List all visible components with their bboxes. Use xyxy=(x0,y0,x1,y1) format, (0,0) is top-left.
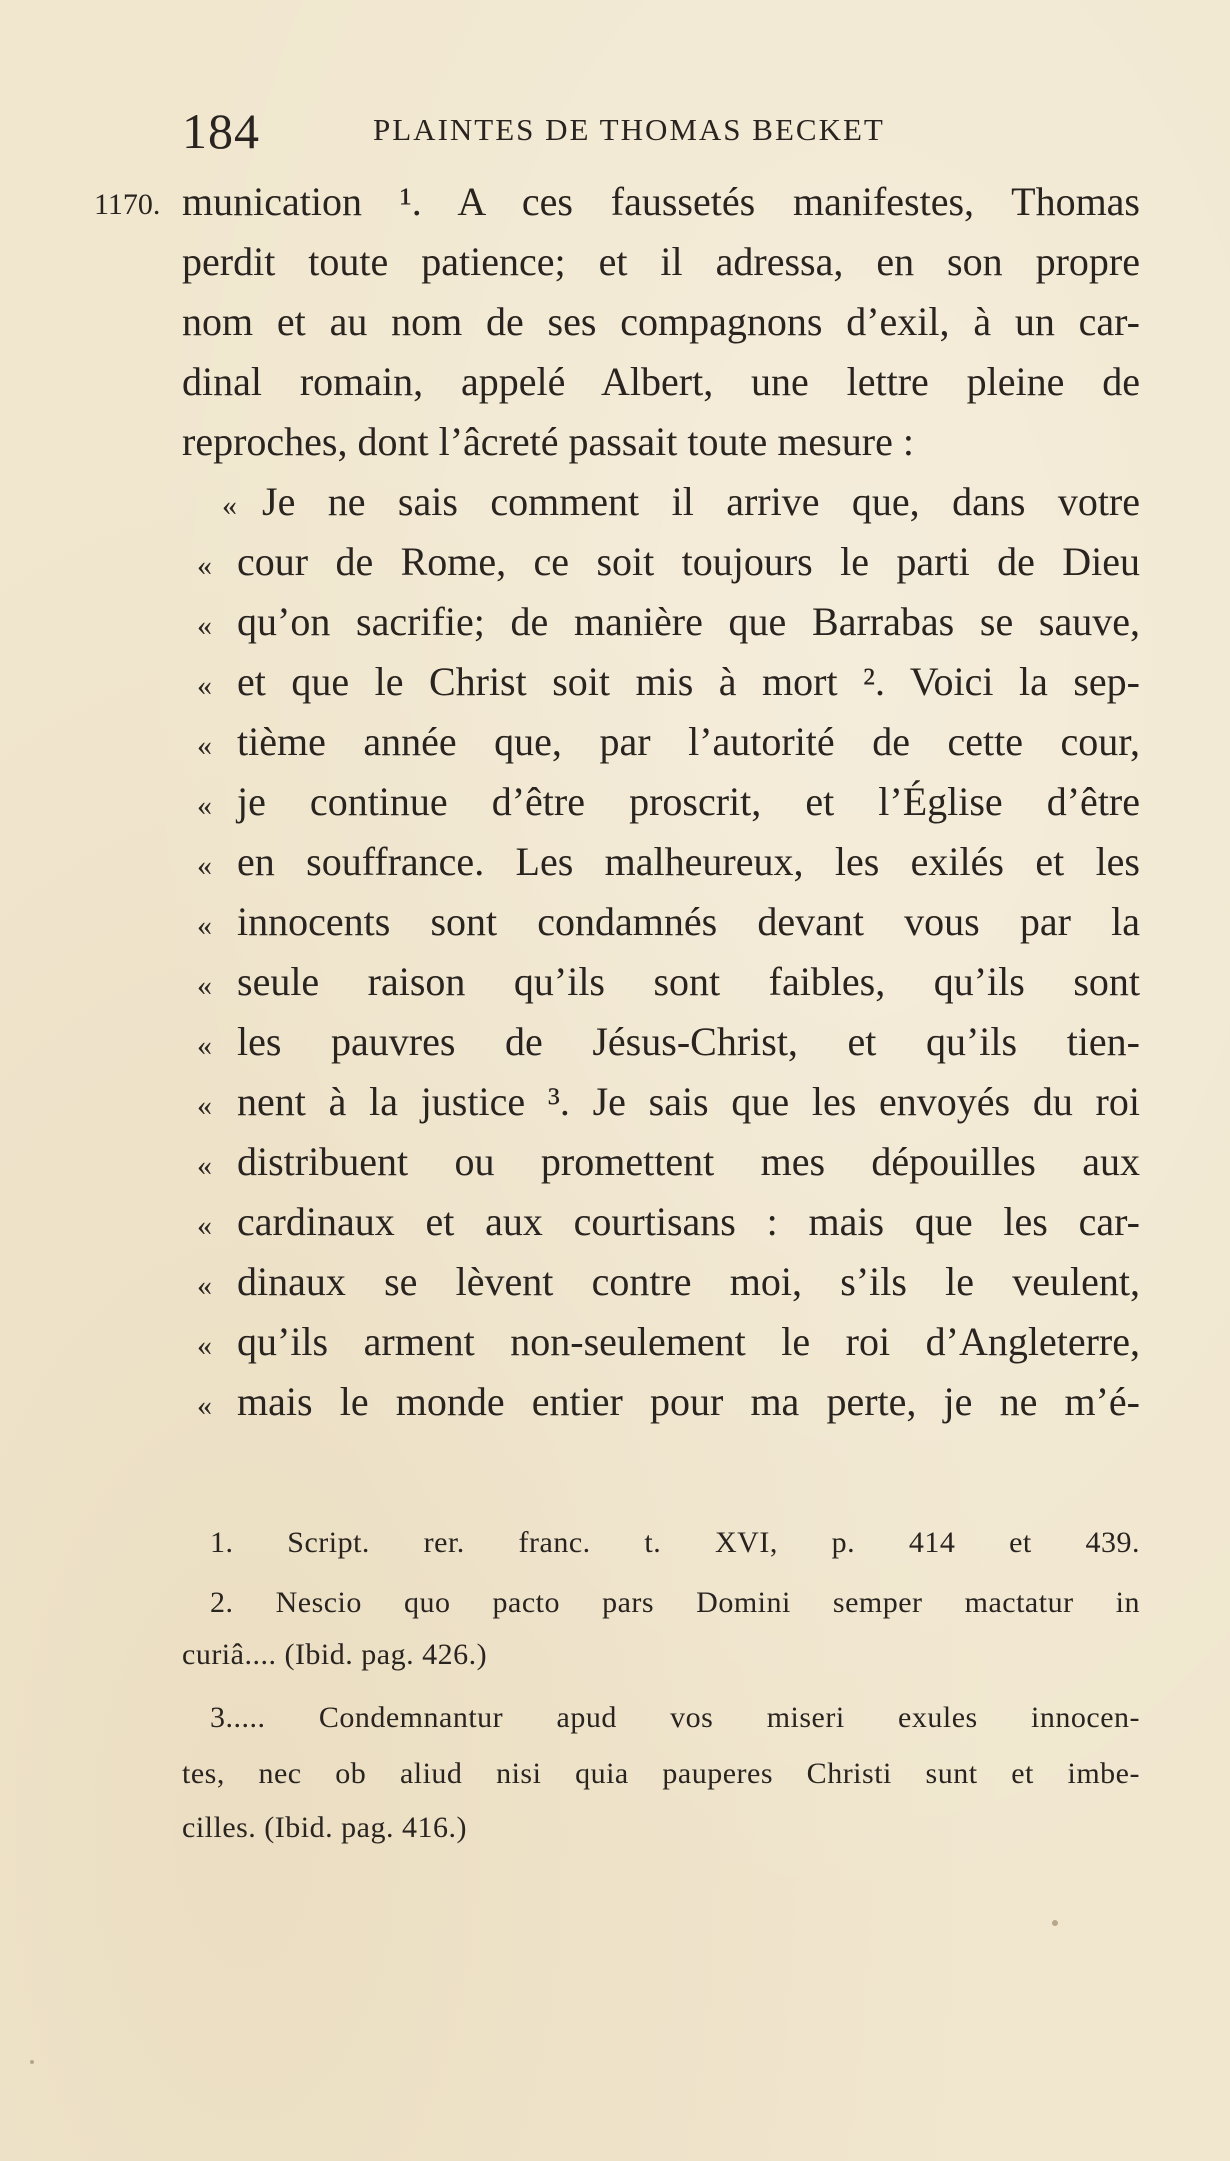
quote-line: « distribuent ou promettent mes dépouilles aux xyxy=(197,1138,1140,1190)
quote-mark: « xyxy=(197,909,212,942)
text-line: munication ¹. A ces faussetés manifestes, Thomas xyxy=(182,179,1140,224)
footnote-line: curiâ.... (Ibid. pag. 426.) xyxy=(182,1638,488,1671)
quote-mark: « xyxy=(197,549,212,582)
quote-line: « les pauvres de Jésus-Christ, et qu’ils tien- xyxy=(197,1018,1140,1070)
text-line: reproches, dont l’âcreté passait toute mesure : xyxy=(182,419,914,464)
text-line: dinal romain, appelé Albert, une lettre pleine de xyxy=(182,359,1140,404)
footnote-line: 1. Script. rer. franc. t. XVI, p. 414 et 439. xyxy=(210,1526,1140,1559)
running-title: PLAINTES DE THOMAS BECKET xyxy=(373,112,885,147)
quote-line: « dinaux se lèvent contre moi, s’ils le veulent, xyxy=(197,1258,1140,1310)
paper-speck xyxy=(1052,1920,1058,1926)
quote-line: « et que le Christ soit mis à mort ². Voici la sep- xyxy=(197,658,1140,710)
quote-mark: « xyxy=(197,1209,212,1242)
footnote-line: tes, nec ob aliud nisi quia pauperes Christi sunt et imbe- xyxy=(182,1757,1140,1790)
quote-mark: « xyxy=(197,729,212,762)
quote-mark: « xyxy=(197,669,212,702)
quote-line: « seule raison qu’ils sont faibles, qu’ils sont xyxy=(197,958,1140,1010)
footnote-line: 3..... Condemnantur apud vos miseri exules innocen- xyxy=(210,1701,1140,1734)
quote-mark: « xyxy=(197,1269,212,1302)
quote-line: « cour de Rome, ce soit toujours le parti de Dieu xyxy=(197,538,1140,590)
quote-mark: « xyxy=(197,969,212,1002)
quote-line: « tième année que, par l’autorité de cette cour, xyxy=(197,718,1140,770)
paper-speck xyxy=(30,2060,34,2064)
quote-line: « Je ne sais comment il arrive que, dans votre xyxy=(222,478,1140,530)
quote-line: « en souffrance. Les malheureux, les exilés et les xyxy=(197,838,1140,890)
quote-line: « innocents sont condamnés devant vous par la xyxy=(197,898,1140,950)
quote-mark: « xyxy=(197,1089,212,1122)
quote-mark: « xyxy=(222,489,237,522)
quote-line: « qu’ils arment non-seulement le roi d’Angleterre, xyxy=(197,1318,1140,1370)
quote-line: « nent à la justice ³. Je sais que les envoyés du roi xyxy=(197,1078,1140,1130)
quote-line: « mais le monde entier pour ma perte, je ne m’é- xyxy=(197,1378,1140,1430)
quote-mark: « xyxy=(197,1389,212,1422)
page-number: 184 xyxy=(182,103,260,159)
footnote-line: cilles. (Ibid. pag. 416.) xyxy=(182,1811,467,1844)
quote-mark: « xyxy=(197,1029,212,1062)
quote-line: « qu’on sacrifie; de manière que Barrabas se sauve, xyxy=(197,598,1140,650)
quote-mark: « xyxy=(197,609,212,642)
quote-line: « cardinaux et aux courtisans : mais que les car- xyxy=(197,1198,1140,1250)
text-line: nom et au nom de ses compagnons d’exil, à un car- xyxy=(182,299,1140,344)
margin-year: 1170. xyxy=(94,188,161,221)
footnote-line: 2. Nescio quo pacto pars Domini semper mactatur in xyxy=(210,1586,1140,1619)
quote-mark: « xyxy=(197,789,212,822)
quote-mark: « xyxy=(197,1149,212,1182)
quote-line: « je continue d’être proscrit, et l’Église d’être xyxy=(197,778,1140,830)
quote-mark: « xyxy=(197,1329,212,1362)
text-line: perdit toute patience; et il adressa, en son propre xyxy=(182,239,1140,284)
quote-mark: « xyxy=(197,849,212,882)
